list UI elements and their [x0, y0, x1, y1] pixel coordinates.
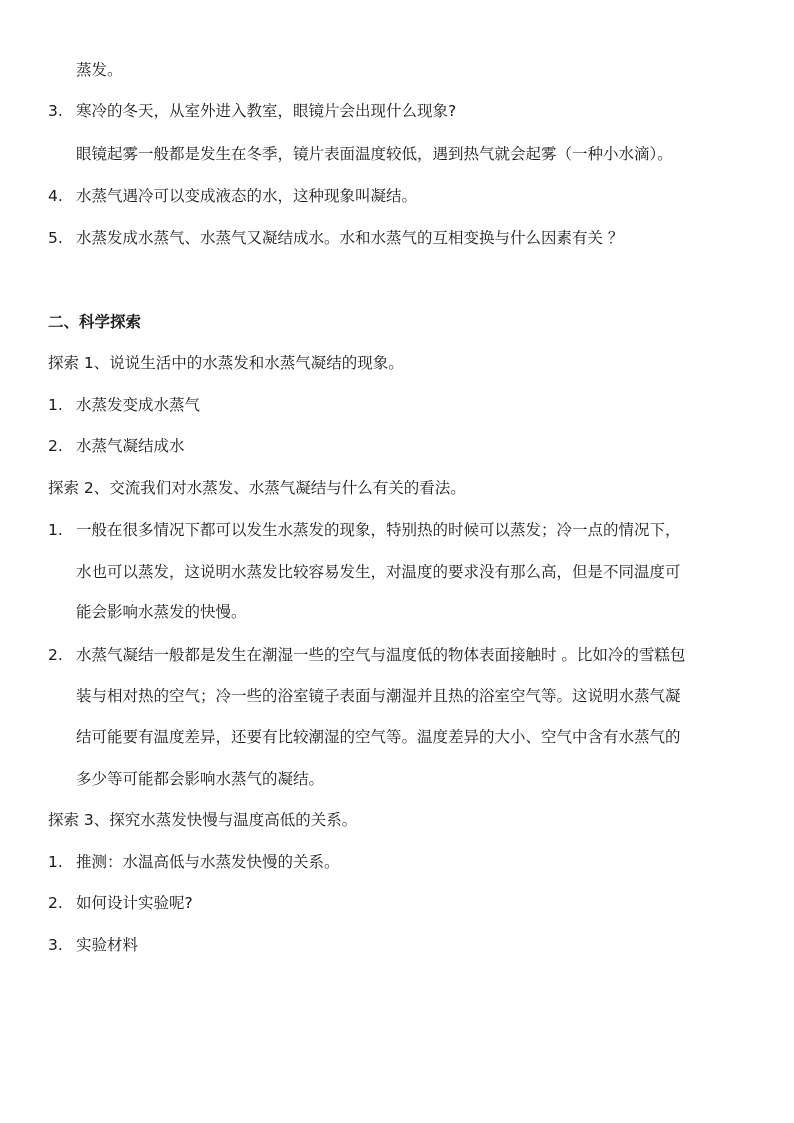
list-item-text: 一般在很多情况下都可以发生水蒸发的现象，特别热的时候可以蒸发；冷一点的情况下， — [76, 521, 681, 539]
text-line: 能会影响水蒸发的快慢。 — [76, 603, 247, 621]
list-item-text: 水蒸气遇冷可以变成液态的水，这种现象叫凝结。 — [76, 187, 418, 205]
text-line: 蒸发。 — [76, 61, 123, 79]
explore-title: 探索 3、探究水蒸发快慢与温度高低的关系。 — [48, 811, 358, 829]
list-item-text: 推测：水温高低与水蒸发快慢的关系。 — [76, 853, 340, 871]
list-number: 2. — [48, 646, 63, 664]
text-line: 眼镜起雾一般都是发生在冬季，镜片表面温度较低，遇到热气就会起雾（一种小水滴）。 — [76, 145, 673, 163]
list-number: 4. — [48, 187, 63, 205]
list-number: 2. — [48, 437, 63, 455]
list-item-text: 水蒸气凝结一般都是发生在潮湿一些的空气与温度低的物体表面接触时 。比如冷的雪糕包 — [76, 646, 686, 664]
list-number: 1. — [48, 521, 63, 539]
explore-title: 探索 1、说说生活中的水蒸发和水蒸气凝结的现象。 — [48, 354, 404, 372]
explore-title: 探索 2、交流我们对水蒸发、水蒸气凝结与什么有关的看法。 — [48, 479, 466, 497]
list-number: 3. — [48, 936, 63, 954]
list-item-text: 如何设计实验呢? — [76, 894, 193, 912]
list-number: 5. — [48, 229, 63, 247]
list-item-text: 水蒸发变成水蒸气 — [76, 396, 201, 414]
list-item-text: 寒冷的冬天，从室外进入教室，眼镜片会出现什么现象? — [76, 102, 457, 120]
text-line: 装与相对热的空气；冷一些的浴室镜子表面与潮湿并且热的浴室空气等。这说明水蒸气凝 — [76, 687, 681, 705]
list-item-text: 水蒸气凝结成水 — [76, 437, 185, 455]
list-number: 1. — [48, 396, 63, 414]
text-line: 水也可以蒸发，这说明水蒸发比较容易发生，对温度的要求没有那么高，但是不同温度可 — [76, 563, 681, 581]
list-item-text: 实验材料 — [76, 936, 139, 954]
list-number: 1. — [48, 853, 63, 871]
section-heading: 二、科学探索 — [48, 313, 142, 331]
list-number: 3. — [48, 102, 63, 120]
list-number: 2. — [48, 894, 63, 912]
list-item-text: 水蒸发成水蒸气、水蒸气又凝结成水。水和水蒸气的互相变换与什么因素有关 ？ — [76, 229, 624, 247]
text-line: 结可能要有温度差异，还要有比较潮湿的空气等。温度差异的大小、空气中含有水蒸气的 — [76, 728, 681, 746]
text-line: 多少等可能都会影响水蒸气的凝结。 — [76, 770, 325, 788]
